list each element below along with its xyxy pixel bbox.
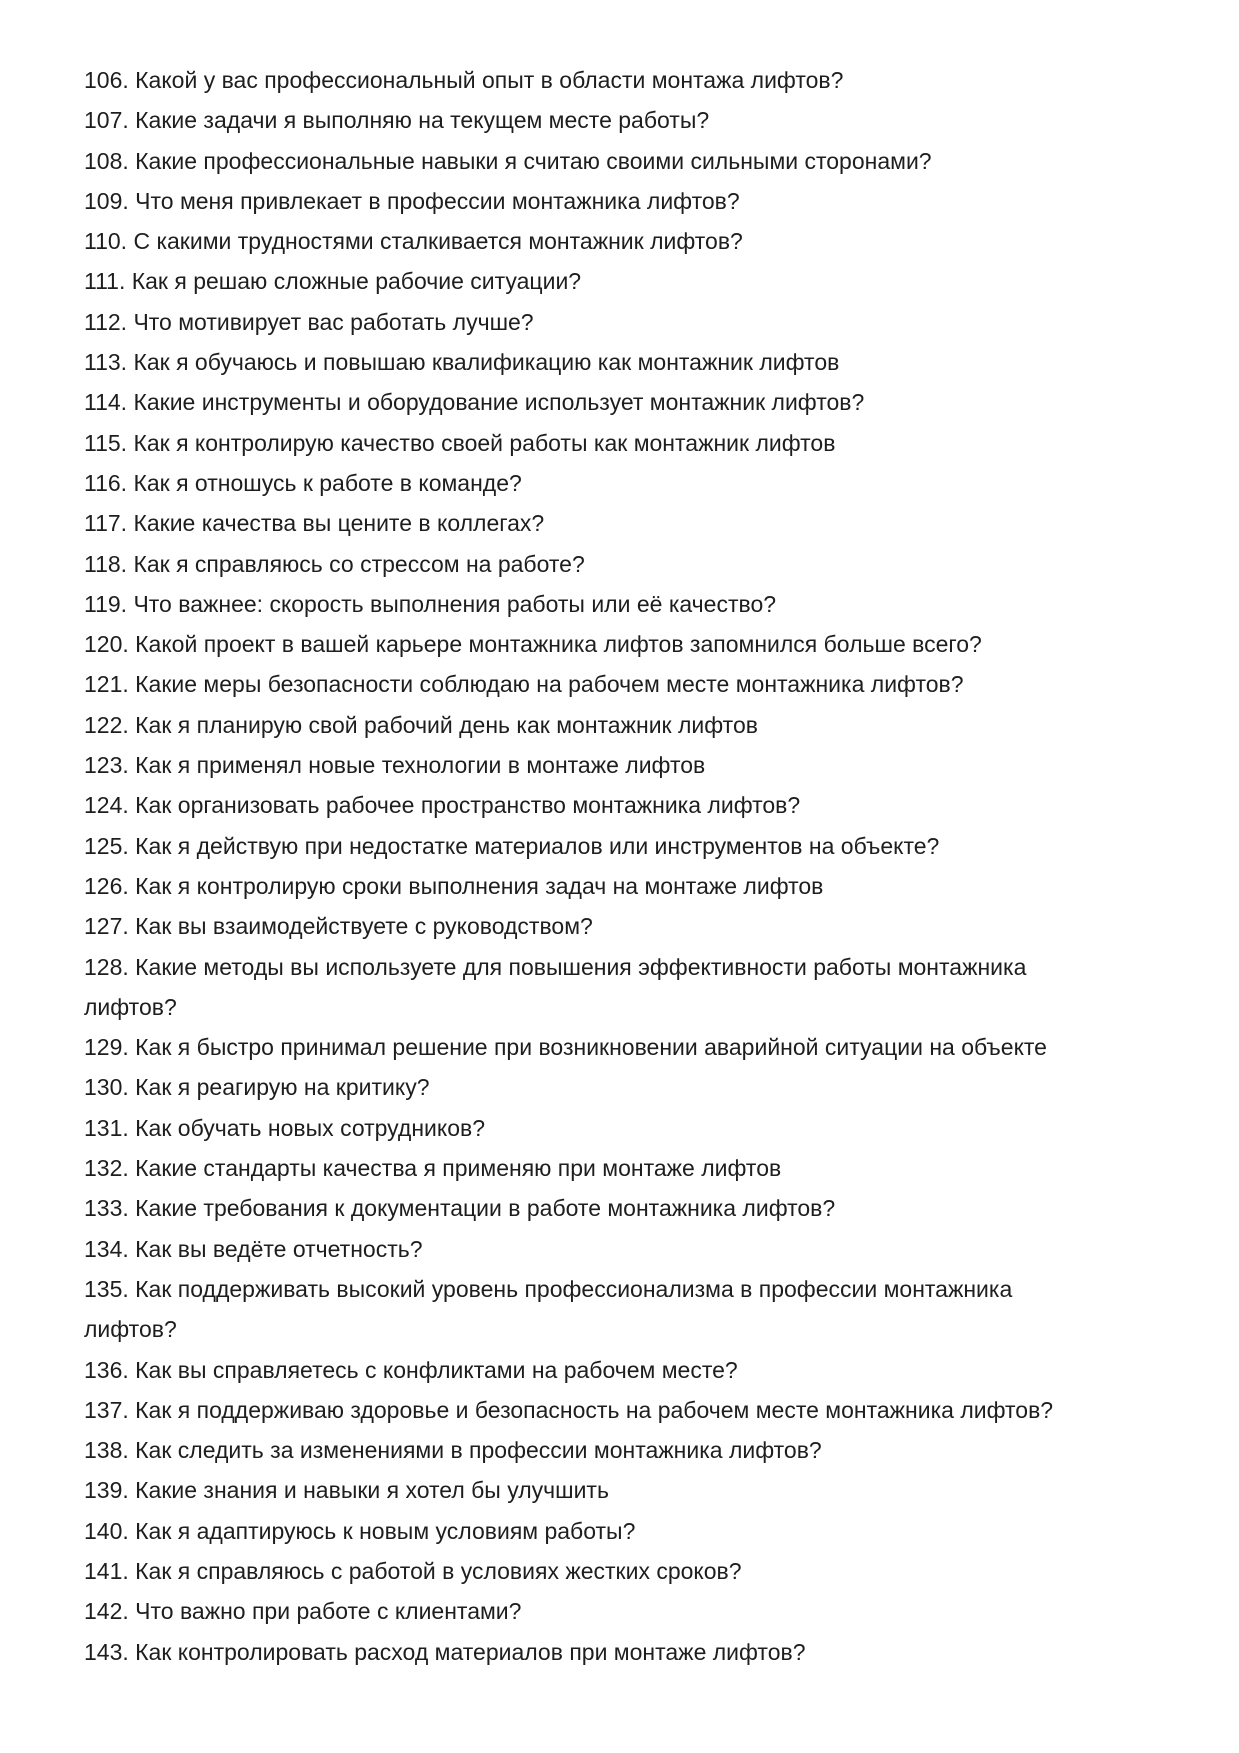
question-item: 141. Как я справляюсь с работой в условиях жестких сроков? (84, 1557, 742, 1584)
question-item: 140. Как я адаптируюсь к новым условиям работы? (84, 1517, 636, 1544)
question-item: 131. Как обучать новых сотрудников? (84, 1114, 486, 1141)
question-item: 106. Какой у вас профессиональный опыт в области монтажа лифтов? (84, 67, 844, 93)
question-item: 112. Что мотивирует вас работать лучше? (84, 308, 534, 335)
question-item: 107. Какие задачи я выполняю на текущем месте работы? (84, 107, 710, 134)
question-item: 108. Какие профессиональные навыки я считаю своими сильными сторонами? (84, 147, 932, 174)
question-item: 142. Что важно при работе с клиентами? (84, 1598, 522, 1625)
question-list (84, 60, 1179, 1672)
question-item: 120. Какой проект в вашей карьере монтажника лифтов запомнился больше всего? (84, 631, 982, 658)
question-item: 143. Как контролировать расход материалов при монтаже лифтов? (84, 1638, 806, 1665)
question-item: 114. Какие инструменты и оборудование использует монтажник лифтов? (84, 389, 865, 416)
question-item: 134. Как вы ведёте отчетность? (84, 1235, 423, 1262)
question-item: 110. С какими трудностями сталкивается монтажник лифтов? (84, 228, 743, 255)
question-item: 124. Как организовать рабочее пространство монтажника лифтов? (84, 792, 801, 819)
question-item: 125. Как я действую при недостатке материалов или инструментов на объекте? (84, 832, 940, 859)
question-item: 133. Какие требования к документации в работе монтажника лифтов? (84, 1195, 836, 1222)
question-item: 132. Какие стандарты качества я применяю при монтаже лифтов (84, 1155, 782, 1182)
question-item: 139. Какие знания и навыки я хотел бы улучшить (84, 1477, 609, 1504)
question-item: 123. Как я применял новые технологии в монтаже лифтов (84, 752, 706, 779)
question-item: 130. Как я реагирую на критику? (84, 1074, 430, 1101)
question-item: 111. Как я решаю сложные рабочие ситуации? (84, 268, 582, 295)
question-item: 115. Как я контролирую качество своей работы как монтажник лифтов (84, 429, 836, 456)
question-item: 136. Как вы справляетесь с конфликтами на рабочем месте? (84, 1356, 738, 1383)
question-item: 126. Как я контролирую сроки выполнения задач на монтаже лифтов (84, 872, 824, 899)
question-item: 138. Как следить за изменениями в профессии монтажника лифтов? (84, 1437, 822, 1464)
question-item: 128. Какие методы вы используете для повышения эффективности работы монтажника (84, 953, 1027, 980)
question-item: 118. Как я справляюсь со стрессом на работе? (84, 550, 585, 577)
question-item-continuation: лифтов? (84, 993, 177, 1020)
question-item: 119. Что важнее: скорость выполнения работы или её качество? (84, 590, 777, 617)
question-item: 137. Как я поддерживаю здоровье и безопасность на рабочем месте монтажника лифтов? (84, 1396, 1054, 1423)
question-item: 129. Как я быстро принимал решение при возникновении аварийной ситуации на объекте (84, 1034, 1047, 1061)
question-item: 116. Как я отношусь к работе в команде? (84, 469, 522, 496)
question-item: 135. Как поддерживать высокий уровень профессионализма в профессии монтажника (84, 1275, 1013, 1302)
question-item: 113. Как я обучаюсь и повышаю квалификацию как монтажник лифтов (84, 349, 840, 376)
question-item: 121. Какие меры безопасности соблюдаю на рабочем месте монтажника лифтов? (84, 671, 964, 698)
question-item: 117. Какие качества вы цените в коллегах? (84, 510, 545, 537)
question-item: 122. Как я планирую свой рабочий день как монтажник лифтов (84, 711, 758, 738)
question-item-continuation: лифтов? (84, 1316, 177, 1343)
question-item: 127. Как вы взаимодействуете с руководством? (84, 913, 593, 940)
question-item: 109. Что меня привлекает в профессии монтажника лифтов? (84, 187, 740, 214)
